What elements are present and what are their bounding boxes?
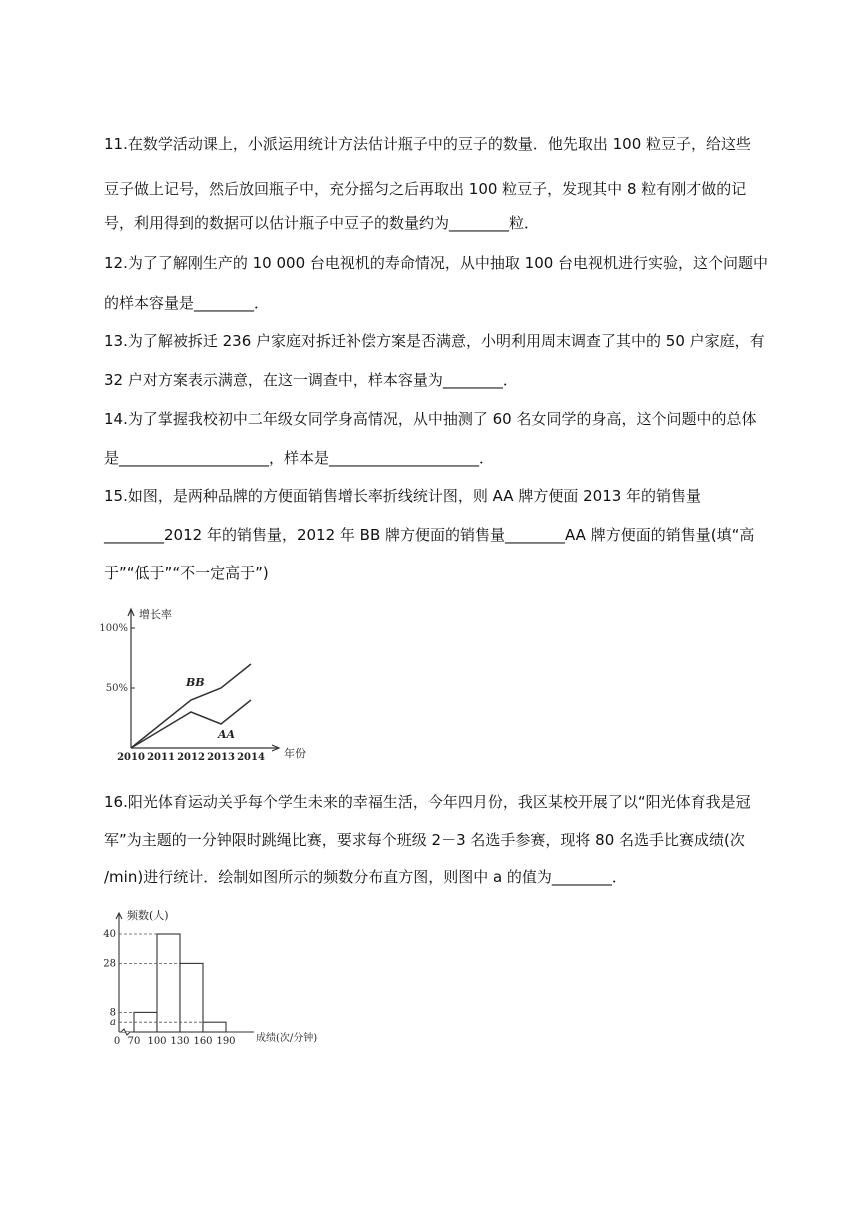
q16-line-2: 军”为主题的一分钟限时跳绳比赛，要求每个班级 2－3 名选手参赛，现将 80 名选手比赛成绩(次	[104, 831, 745, 849]
y-tick-label: 40	[103, 929, 116, 940]
growth-rate-line-chart	[99, 600, 324, 770]
q16-line-3: /min)进行统计．绘制如图所示的频数分布直方图，则图中 a 的值为________．	[104, 868, 627, 886]
q15-line-3: 于”“低于”“不一定高于”)	[104, 564, 269, 582]
x-tick-label: 2014	[237, 752, 265, 763]
histogram-bar	[180, 963, 203, 1032]
y-tick-label: 28	[103, 958, 116, 970]
q15-line-1: 15.如图，是两种品牌的方便面销售增长率折线统计图，则 AA 牌方便面 2013 年的销售量	[104, 487, 702, 505]
q11-line-1: 11.在数学活动课上，小派运用统计方法估计瓶子中的豆子的数量．他先取出 100 粒豆子，给这些	[104, 135, 752, 153]
histogram-bar	[157, 934, 180, 1032]
q16-line-1: 16.阳光体育运动关乎每个学生未来的幸福生活，今年四月份，我区某校开展了以“阳光体育我是冠	[104, 793, 751, 811]
q13-line-1: 13.为了解被拆迁 236 户家庭对拆迁补偿方案是否满意，小明利用周末调查了其中的 50 户家庭，有	[104, 332, 765, 350]
x-tick-label: 2013	[207, 752, 235, 763]
q14-line-2: 是____________________，样本是____________________．	[104, 449, 495, 467]
y-tick-label: 100%	[99, 623, 128, 634]
x-tick-label: 160	[193, 1036, 213, 1047]
x-tick-label: 2012	[177, 752, 205, 763]
x-tick-label: 130	[170, 1036, 190, 1047]
q14-line-1: 14.为了掌握我校初中二年级女同学身高情况，从中抽测了 60 名女同学的身高，这个问题中的总体	[104, 410, 757, 428]
x-tick-label: 190	[216, 1036, 236, 1047]
q11-line-3: 号，利用得到的数据可以估计瓶子中豆子的数量约为________粒．	[104, 214, 540, 232]
x-tick-label: 100	[147, 1036, 167, 1047]
x-axis-label: 年份	[284, 747, 306, 760]
y-axis-label: 频数(人)	[127, 909, 169, 922]
x-tick-label: 0	[113, 1036, 121, 1047]
q12-line-1: 12.为了了解刚生产的 10 000 台电视机的寿命情况，从中抽取 100 台电视机进行实验，这个问题中	[104, 254, 769, 272]
q15-line-2: ________2012 年的销售量，2012 年 BB 牌方便面的销售量________AA 牌方便面的销售量(填“高	[104, 526, 755, 544]
y-axis-label: 增长率	[139, 608, 172, 621]
x-axis-label: 成绩(次/分钟)	[256, 1033, 318, 1044]
q12-line-2: 的样本容量是________．	[104, 294, 270, 312]
q13-line-2: 32 户对方案表示满意，在这一调查中，样本容量为________．	[104, 371, 518, 389]
series-label-bb: BB	[186, 676, 205, 689]
axis-break-mark	[121, 1029, 130, 1035]
y-tick-label: 8	[109, 1007, 116, 1019]
y-tick-label: 50%	[105, 683, 128, 694]
frequency-histogram	[104, 905, 334, 1055]
x-tick-label: 2010	[117, 752, 145, 763]
series-label-aa: AA	[218, 728, 236, 741]
q11-line-2: 豆子做上记号，然后放回瓶子中，充分摇匀之后再取出 100 粒豆子，发现其中 8 粒有刚才做的记	[104, 180, 747, 198]
y-tick-label: a	[110, 1017, 116, 1029]
histogram-bar	[203, 1022, 226, 1032]
x-tick-label: 2011	[147, 752, 175, 763]
x-tick-label: 70	[127, 1036, 141, 1047]
